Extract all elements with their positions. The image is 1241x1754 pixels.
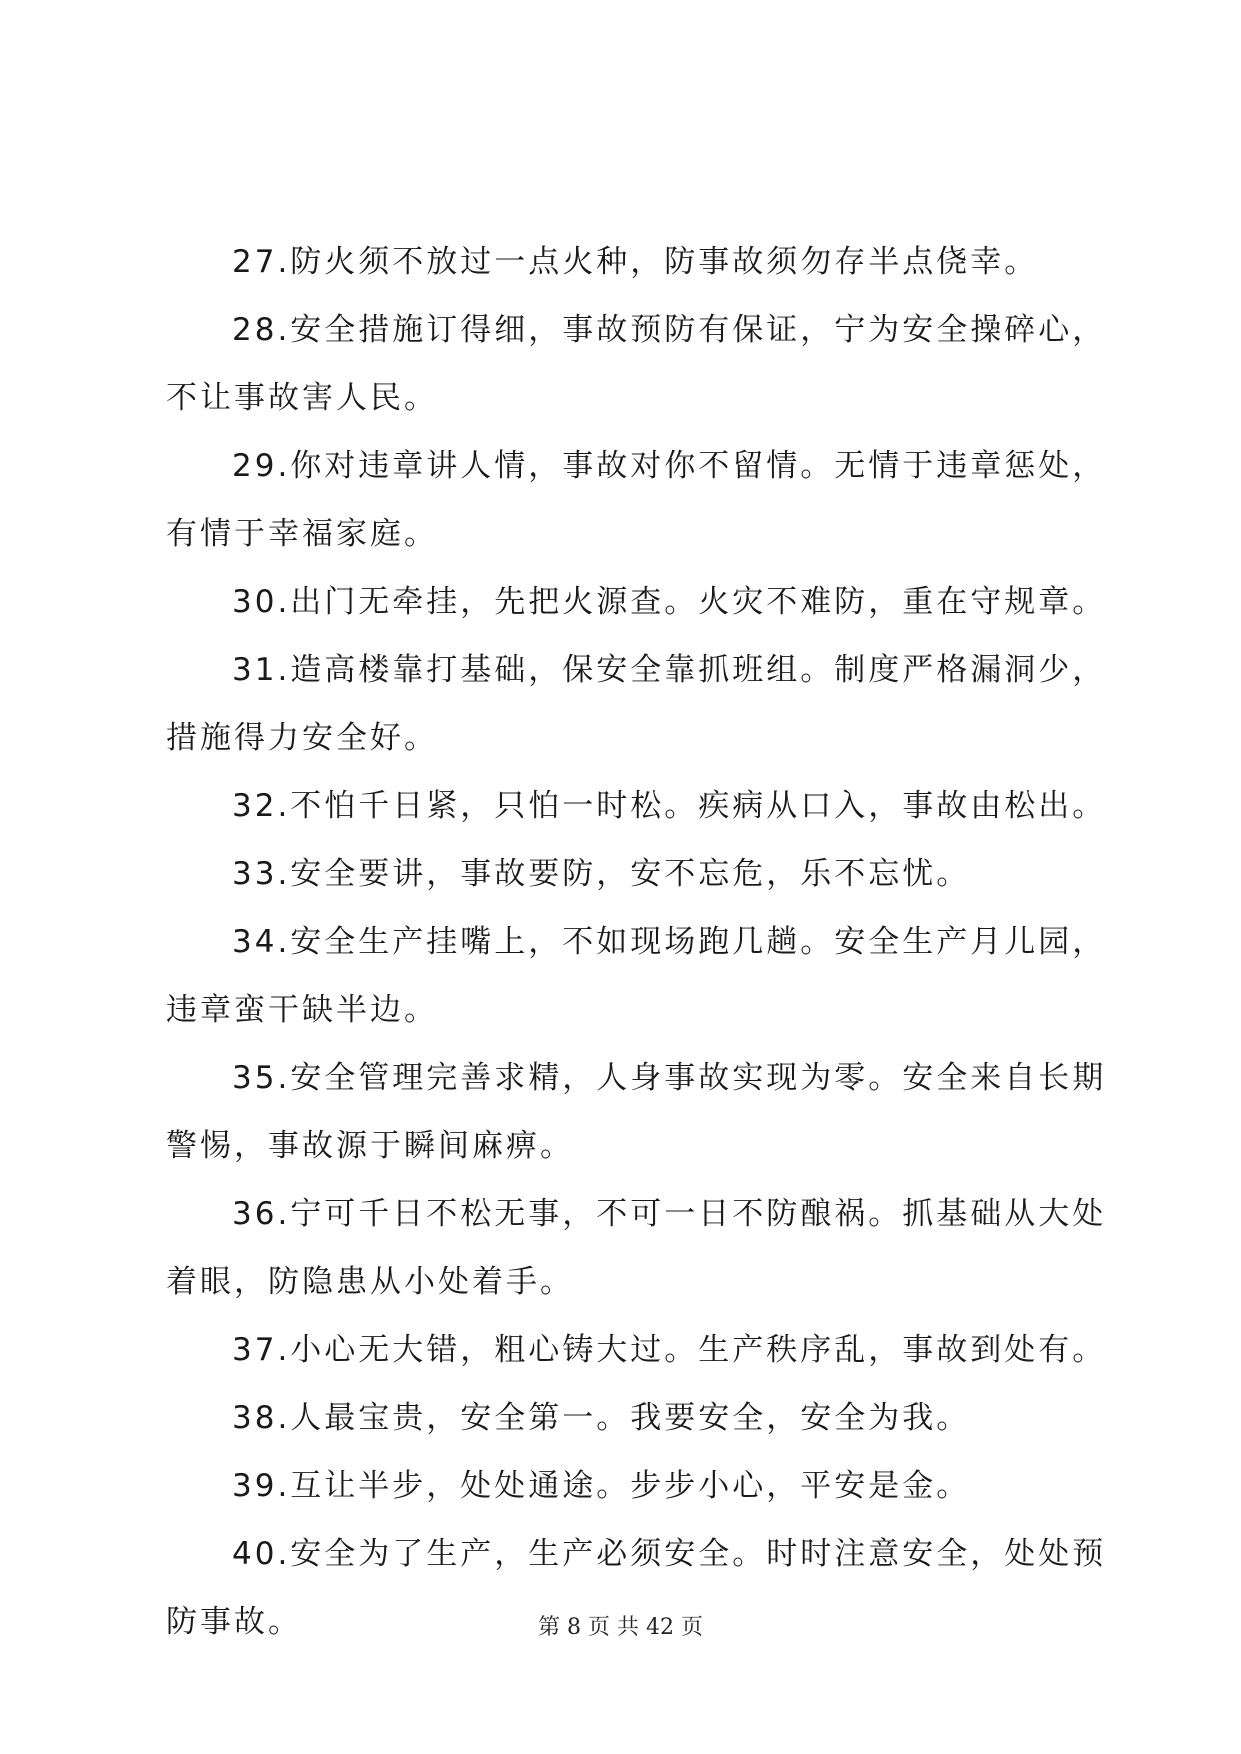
text-line: 37.小心无大错，粗心铸大过。生产秩序乱，事故到处有。: [232, 1332, 1107, 1368]
text-line: 不让事故害人民。: [166, 380, 438, 416]
text-line: 31.造高楼靠打基础，保安全靠抓班组。制度严格漏洞少，: [232, 652, 1107, 688]
text-line: 32.不怕千日紧，只怕一时松。疾病从口入，事故由松出。: [232, 788, 1107, 824]
text-line: 36.宁可千日不松无事，不可一日不防酿祸。抓基础从大处: [232, 1196, 1107, 1232]
document-body: [166, 228, 1107, 1656]
text-line: 违章蛮干缺半边。: [166, 992, 438, 1028]
text-line: 34.安全生产挂嘴上，不如现场跑几趟。安全生产月儿园，: [232, 924, 1107, 960]
text-line: 27.防火须不放过一点火种，防事故须勿存半点侥幸。: [232, 244, 1039, 280]
text-line: 着眼，防隐患从小处着手。: [166, 1264, 574, 1300]
text-line: 警惕，事故源于瞬间麻痹。: [166, 1128, 574, 1164]
text-line: 29.你对违章讲人情，事故对你不留情。无情于违章惩处，: [232, 448, 1107, 484]
text-line: 措施得力安全好。: [166, 720, 438, 756]
text-line: 防事故。: [166, 1604, 302, 1640]
text-line: 38.人最宝贵，安全第一。我要安全，安全为我。: [232, 1400, 971, 1436]
text-line: 33.安全要讲，事故要防，安不忘危，乐不忘忧。: [232, 856, 971, 892]
text-line: 35.安全管理完善求精，人身事故实现为零。安全来自长期: [232, 1060, 1107, 1096]
text-line: 有情于幸福家庭。: [166, 516, 438, 552]
text-line: 28.安全措施订得细，事故预防有保证，宁为安全操碎心，: [232, 312, 1107, 348]
page-number-footer: 第 8 页 共 42 页: [538, 1615, 703, 1640]
text-line: 39.互让半步，处处通途。步步小心，平安是金。: [232, 1468, 971, 1504]
text-line: 40.安全为了生产，生产必须安全。时时注意安全，处处预: [232, 1536, 1107, 1572]
text-line: 30.出门无牵挂，先把火源查。火灾不难防，重在守规章。: [232, 584, 1107, 620]
